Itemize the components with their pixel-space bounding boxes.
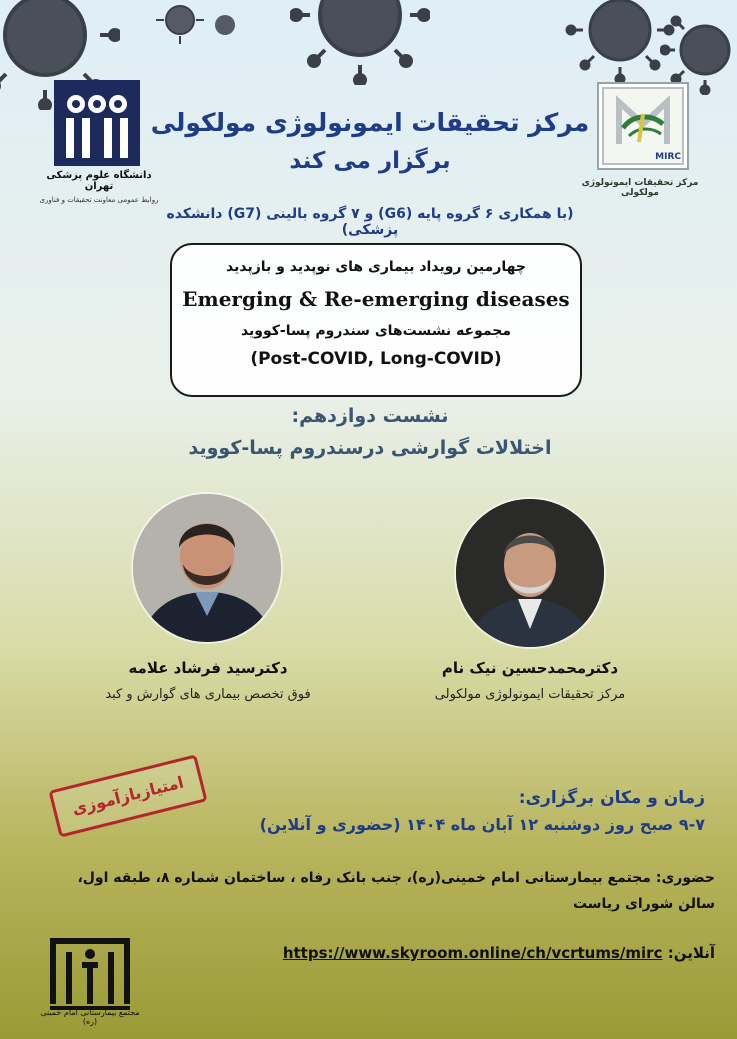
tums-caption: دانشگاه علوم پزشکی تهران [46,170,152,192]
collaboration-note: (با همکاری ۶ گروه پایه (G6) و ۷ گروه بالینی (G7) دانشکده پزشکی) [166,206,574,238]
virus-icon [565,0,675,85]
tums-subcaption: روابط عمومی معاونت تحقیقات و فناوری [39,196,159,204]
hospital-logo [44,932,136,1012]
hospital-caption: مجتمع بیمارستانی امام خمینی (ره) [40,1008,140,1026]
venue-address: حضوری: مجتمع بیمارستانی امام خمینی(ره)، جنب بانک رفاه ، ساختمان شماره ۸، طبقه اول، سالن شورای ریاست [77,870,715,912]
virus-icon [290,0,430,85]
speaker-2-role: فوق تخصص بیماری های گوارش و کبد [105,687,311,702]
organizer-title: مرکز تحقیقات ایمونولوژی مولکولی [150,108,590,137]
series-title-en: (Post-COVID, Long-COVID) [250,349,502,369]
online-line [235,944,715,962]
virus-icon [205,5,245,45]
speaker-photo [456,499,604,647]
cme-credit-stamp: امتیازبازآموزی [48,754,207,837]
series-title-fa: مجموعه نشست‌های سندروم پسا-کووید [240,323,512,339]
mirc-caption: مرکز تحقیقات ایمونولوژی مولکولی [581,178,699,198]
event-box [170,243,582,397]
speaker-2-name: دکترسید فرشاد علامه [128,659,288,677]
organizer-subtitle: برگزار می کند [289,148,451,174]
session-number: نشست دوازدهم: [291,405,449,427]
speaker-1-role: مرکز تحقیقات ایمونولوژی مولکولی [434,687,626,702]
schedule-label: زمان و مکان برگزاری: [518,788,705,808]
virus-icon [150,0,210,50]
session-topic: اختلالات گوارشی درسندروم پسا-کووید [188,437,552,459]
online-link[interactable]: https://www.skyroom.online/ch/vcrtums/mirc [282,944,663,962]
event-title-fa: چهارمین رویداد بیماری های نوپدید و بازپدید [226,259,526,275]
tums-logo [52,78,142,170]
mirc-logo [597,82,689,170]
mirc-badge: MIRC [655,152,681,162]
speaker-1-name: دکترمحمدحسین نیک نام [441,659,619,677]
speaker-photo [133,494,281,642]
event-title-en: Emerging & Re-emerging diseases [182,287,570,311]
schedule-time: ۹-۷ صبح روز دوشنبه ۱۲ آبان ماه ۱۴۰۴ (حضوری و آنلاین) [259,815,705,834]
online-label: آنلاین: [667,944,715,962]
